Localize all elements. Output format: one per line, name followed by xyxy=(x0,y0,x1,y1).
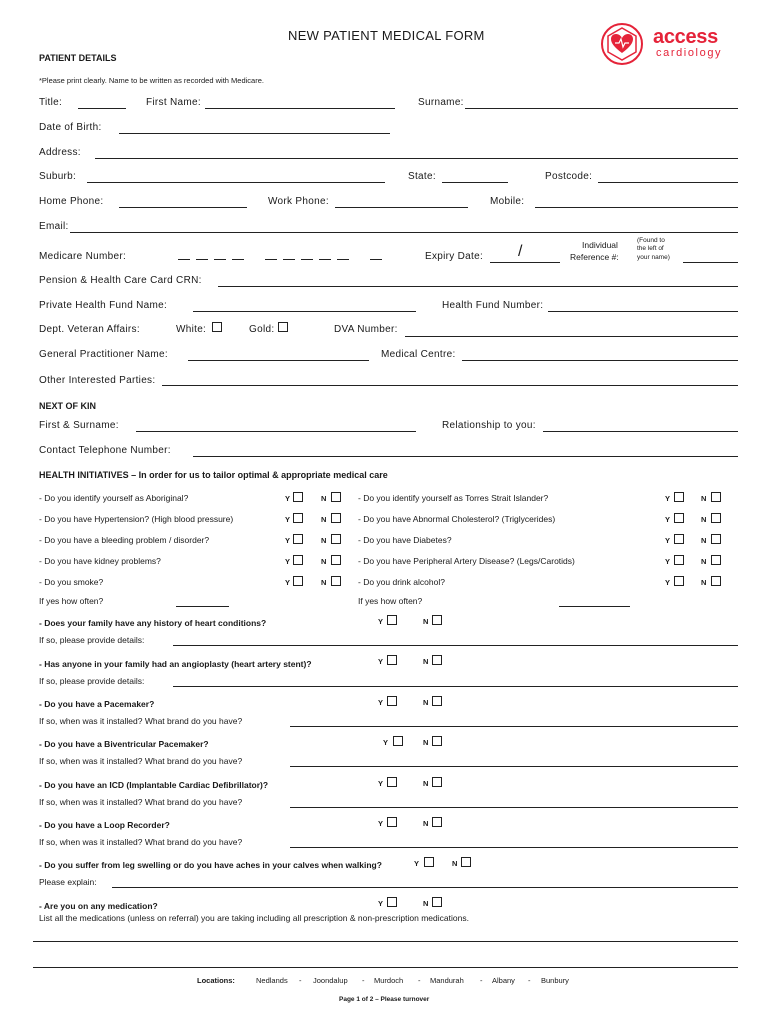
white-checkbox[interactable] xyxy=(212,322,222,332)
alcohol-followup-label: If yes how often? xyxy=(358,596,423,606)
location-murdoch: Murdoch xyxy=(374,976,404,985)
angioplasty-followup: If so, please provide details: xyxy=(39,676,145,686)
icd-details-field[interactable] xyxy=(290,807,738,808)
smoke-followup-label: If yes how often? xyxy=(39,596,104,606)
q-biventricular-pacemaker: - Do you have a Biventricular Pacemaker? xyxy=(39,739,209,749)
no-label: N xyxy=(423,779,429,788)
alcohol-yes-checkbox[interactable] xyxy=(674,576,684,586)
biventricular-yes-checkbox[interactable] xyxy=(393,736,403,746)
smoke-yes-checkbox[interactable] xyxy=(293,576,303,586)
work-phone-label: Work Phone: xyxy=(268,196,329,207)
suburb-field[interactable] xyxy=(87,182,385,183)
icd-followup: If so, when was it installed? What brand do you have? xyxy=(39,797,243,807)
irn-label-line1: Individual xyxy=(582,240,618,250)
mobile-field[interactable] xyxy=(535,207,738,208)
medication-line-2[interactable] xyxy=(33,967,738,968)
home-phone-field[interactable] xyxy=(119,207,247,208)
no-label: N xyxy=(701,494,707,503)
no-label: N xyxy=(423,738,429,747)
medication-followup: List all the medications (unless on referral) you are taking including all prescription & non-prescription medications. xyxy=(39,913,469,923)
gold-checkbox[interactable] xyxy=(278,322,288,332)
no-label: N xyxy=(423,698,429,707)
expiry-separator: / xyxy=(518,243,523,260)
yes-label: Y xyxy=(378,617,384,626)
email-label: Email: xyxy=(39,221,69,232)
health-initiatives-heading: HEALTH INITIATIVES – In order for us to tailor optimal & appropriate medical care xyxy=(39,470,388,480)
gp-field[interactable] xyxy=(188,360,369,361)
q-family-heart: - Does your family have any history of heart conditions? xyxy=(39,618,267,628)
irn-label-line2: Reference #: xyxy=(570,252,619,262)
yes-label: Y xyxy=(665,494,671,503)
yes-label: Y xyxy=(285,494,291,503)
leg-swelling-no-checkbox[interactable] xyxy=(461,857,471,867)
torres-no-checkbox[interactable] xyxy=(711,492,721,502)
q-aboriginal: - Do you identify yourself as Aboriginal? xyxy=(39,493,189,503)
no-label: N xyxy=(701,578,707,587)
q-peripheral-artery: - Do you have Peripheral Artery Disease? (Legs/Carotids) xyxy=(358,556,575,566)
q-bleeding: - Do you have a bleeding problem / disorder? xyxy=(39,535,210,545)
next-of-kin-heading: NEXT OF KIN xyxy=(39,401,97,411)
first-name-field[interactable] xyxy=(205,108,395,109)
title-field[interactable] xyxy=(78,108,126,109)
family-heart-yes-checkbox[interactable] xyxy=(387,615,397,625)
pacemaker-details-field[interactable] xyxy=(290,726,738,727)
location-separator: - xyxy=(528,976,531,985)
aboriginal-no-checkbox[interactable] xyxy=(331,492,341,502)
yes-label: Y xyxy=(285,515,291,524)
irn-note-line1: (Found to xyxy=(637,237,665,244)
dob-label: Date of Birth: xyxy=(39,122,102,133)
kin-phone-field[interactable] xyxy=(193,456,738,457)
angioplasty-no-checkbox[interactable] xyxy=(432,655,442,665)
family-heart-no-checkbox[interactable] xyxy=(432,615,442,625)
torres-yes-checkbox[interactable] xyxy=(674,492,684,502)
locations-label: Locations: xyxy=(197,976,235,985)
yes-label: Y xyxy=(665,578,671,587)
aboriginal-yes-checkbox[interactable] xyxy=(293,492,303,502)
q-medication: - Are you on any medication? xyxy=(39,901,158,911)
biventricular-no-checkbox[interactable] xyxy=(432,736,442,746)
bleeding-yes-checkbox[interactable] xyxy=(293,534,303,544)
family-heart-details-field[interactable] xyxy=(173,645,738,646)
yes-label: Y xyxy=(378,657,384,666)
kidney-no-checkbox[interactable] xyxy=(331,555,341,565)
title-label: Title: xyxy=(39,97,63,108)
yes-label: Y xyxy=(414,859,420,868)
kin-name-label: First & Surname: xyxy=(39,420,119,431)
no-label: N xyxy=(423,899,429,908)
q-torres-strait: - Do you identify yourself as Torres Strait Islander? xyxy=(358,493,549,503)
peripheral-no-checkbox[interactable] xyxy=(711,555,721,565)
address-label: Address: xyxy=(39,147,81,158)
no-label: N xyxy=(423,617,429,626)
loop-recorder-yes-checkbox[interactable] xyxy=(387,817,397,827)
gp-label: General Practitioner Name: xyxy=(39,349,168,360)
relationship-label: Relationship to you: xyxy=(442,420,536,431)
location-mandurah: Mandurah xyxy=(430,976,464,985)
leg-swelling-yes-checkbox[interactable] xyxy=(424,857,434,867)
location-joondalup: Joondalup xyxy=(313,976,348,985)
irn-note-line3: your name) xyxy=(637,254,670,261)
surname-label: Surname: xyxy=(418,97,464,108)
print-note: *Please print clearly. Name to be written as recorded with Medicare. xyxy=(39,76,264,85)
yes-label: Y xyxy=(285,578,291,587)
page-title: NEW PATIENT MEDICAL FORM xyxy=(288,28,485,43)
q-smoke: - Do you smoke? xyxy=(39,577,104,587)
kin-name-field[interactable] xyxy=(136,431,416,432)
white-label: White: xyxy=(176,324,207,335)
family-heart-followup: If so, please provide details: xyxy=(39,635,145,645)
peripheral-yes-checkbox[interactable] xyxy=(674,555,684,565)
pacemaker-yes-checkbox[interactable] xyxy=(387,696,397,706)
yes-label: Y xyxy=(285,557,291,566)
mobile-label: Mobile: xyxy=(490,196,525,207)
address-field[interactable] xyxy=(95,158,738,159)
location-nedlands: Nedlands xyxy=(256,976,288,985)
irn-note-line2: the left of xyxy=(637,245,664,252)
smoke-frequency-field[interactable] xyxy=(176,606,229,607)
medication-yes-checkbox[interactable] xyxy=(387,897,397,907)
q-icd: - Do you have an ICD (Implantable Cardiac Defibrillator)? xyxy=(39,780,269,790)
cholesterol-no-checkbox[interactable] xyxy=(711,513,721,523)
diabetes-no-checkbox[interactable] xyxy=(711,534,721,544)
yes-label: Y xyxy=(383,738,389,747)
no-label: N xyxy=(423,819,429,828)
loop-recorder-details-field[interactable] xyxy=(290,847,738,848)
kin-phone-label: Contact Telephone Number: xyxy=(39,445,171,456)
medical-centre-label: Medical Centre: xyxy=(381,349,456,360)
medication-line-1[interactable] xyxy=(33,941,738,942)
q-cholesterol: - Do you have Abnormal Cholesterol? (Triglycerides) xyxy=(358,514,556,524)
icd-yes-checkbox[interactable] xyxy=(387,777,397,787)
yes-label: Y xyxy=(378,899,384,908)
health-fund-number-label: Health Fund Number: xyxy=(442,300,544,311)
dva-number-label: DVA Number: xyxy=(334,324,398,335)
icd-no-checkbox[interactable] xyxy=(432,777,442,787)
yes-label: Y xyxy=(665,515,671,524)
heart-logo-icon xyxy=(600,22,644,66)
leg-swelling-details-field[interactable] xyxy=(112,887,738,888)
logo-access-text: access xyxy=(653,26,718,48)
location-separator: - xyxy=(418,976,421,985)
alcohol-no-checkbox[interactable] xyxy=(711,576,721,586)
home-phone-label: Home Phone: xyxy=(39,196,104,207)
patient-details-heading: PATIENT DETAILS xyxy=(39,53,117,63)
other-parties-label: Other Interested Parties: xyxy=(39,375,156,386)
medical-centre-field[interactable] xyxy=(462,360,738,361)
location-separator: - xyxy=(480,976,483,985)
irn-field[interactable] xyxy=(683,262,738,263)
medicare-label: Medicare Number: xyxy=(39,251,127,262)
yes-label: Y xyxy=(665,557,671,566)
yes-label: Y xyxy=(378,779,384,788)
q-diabetes: - Do you have Diabetes? xyxy=(358,535,452,545)
postcode-label: Postcode: xyxy=(545,171,593,182)
yes-label: Y xyxy=(665,536,671,545)
no-label: N xyxy=(701,536,707,545)
state-label: State: xyxy=(408,171,436,182)
smoke-no-checkbox[interactable] xyxy=(331,576,341,586)
no-label: N xyxy=(452,859,458,868)
relationship-field[interactable] xyxy=(543,431,738,432)
dob-field[interactable] xyxy=(119,133,390,134)
surname-field[interactable] xyxy=(465,108,738,109)
health-fund-field[interactable] xyxy=(193,311,416,312)
dva-number-field[interactable] xyxy=(405,336,738,337)
no-label: N xyxy=(321,536,327,545)
work-phone-field[interactable] xyxy=(335,207,468,208)
health-fund-label: Private Health Fund Name: xyxy=(39,300,168,311)
state-field[interactable] xyxy=(442,182,508,183)
angioplasty-details-field[interactable] xyxy=(173,686,738,687)
suburb-label: Suburb: xyxy=(39,171,77,182)
pacemaker-no-checkbox[interactable] xyxy=(432,696,442,706)
no-label: N xyxy=(321,515,327,524)
no-label: N xyxy=(321,578,327,587)
q-hypertension: - Do you have Hypertension? (High blood pressure) xyxy=(39,514,234,524)
location-separator: - xyxy=(362,976,365,985)
pacemaker-followup: If so, when was it installed? What brand do you have? xyxy=(39,716,243,726)
q-pacemaker: - Do you have a Pacemaker? xyxy=(39,699,155,709)
q-kidney: - Do you have kidney problems? xyxy=(39,556,161,566)
q-leg-swelling: - Do you suffer from leg swelling or do you have aches in your calves when walking? xyxy=(39,860,382,870)
biventricular-followup: If so, when was it installed? What brand do you have? xyxy=(39,756,243,766)
alcohol-frequency-field[interactable] xyxy=(559,606,630,607)
first-name-label: First Name: xyxy=(146,97,201,108)
dva-label: Dept. Veteran Affairs: xyxy=(39,324,140,335)
loop-recorder-no-checkbox[interactable] xyxy=(432,817,442,827)
logo-cardiology-text: cardiology xyxy=(656,47,723,59)
page-number: Page 1 of 2 – Please turnover xyxy=(339,996,430,1003)
bleeding-no-checkbox[interactable] xyxy=(331,534,341,544)
expiry-label: Expiry Date: xyxy=(425,251,484,262)
cholesterol-yes-checkbox[interactable] xyxy=(674,513,684,523)
q-loop-recorder: - Do you have a Loop Recorder? xyxy=(39,820,170,830)
no-label: N xyxy=(423,657,429,666)
hypertension-yes-checkbox[interactable] xyxy=(293,513,303,523)
location-albany: Albany xyxy=(492,976,515,985)
location-bunbury: Bunbury xyxy=(541,976,569,985)
hypertension-no-checkbox[interactable] xyxy=(331,513,341,523)
diabetes-yes-checkbox[interactable] xyxy=(674,534,684,544)
yes-label: Y xyxy=(378,819,384,828)
kidney-yes-checkbox[interactable] xyxy=(293,555,303,565)
leg-swelling-followup: Please explain: xyxy=(39,877,97,887)
health-fund-number-field[interactable] xyxy=(548,311,738,312)
no-label: N xyxy=(701,515,707,524)
loop-recorder-followup: If so, when was it installed? What brand do you have? xyxy=(39,837,243,847)
medication-no-checkbox[interactable] xyxy=(432,897,442,907)
yes-label: Y xyxy=(378,698,384,707)
q-family-angioplasty: - Has anyone in your family had an angioplasty (heart artery stent)? xyxy=(39,659,312,669)
no-label: N xyxy=(321,494,327,503)
expiry-field[interactable] xyxy=(490,262,560,263)
email-field[interactable] xyxy=(70,232,738,233)
angioplasty-yes-checkbox[interactable] xyxy=(387,655,397,665)
pension-label: Pension & Health Care Card CRN: xyxy=(39,275,202,286)
no-label: N xyxy=(701,557,707,566)
yes-label: Y xyxy=(285,536,291,545)
pension-field[interactable] xyxy=(218,286,738,287)
postcode-field[interactable] xyxy=(598,182,738,183)
location-separator: - xyxy=(299,976,302,985)
q-alcohol: - Do you drink alcohol? xyxy=(358,577,445,587)
biventricular-details-field[interactable] xyxy=(290,766,738,767)
no-label: N xyxy=(321,557,327,566)
gold-label: Gold: xyxy=(249,324,275,335)
other-parties-field[interactable] xyxy=(162,385,738,386)
